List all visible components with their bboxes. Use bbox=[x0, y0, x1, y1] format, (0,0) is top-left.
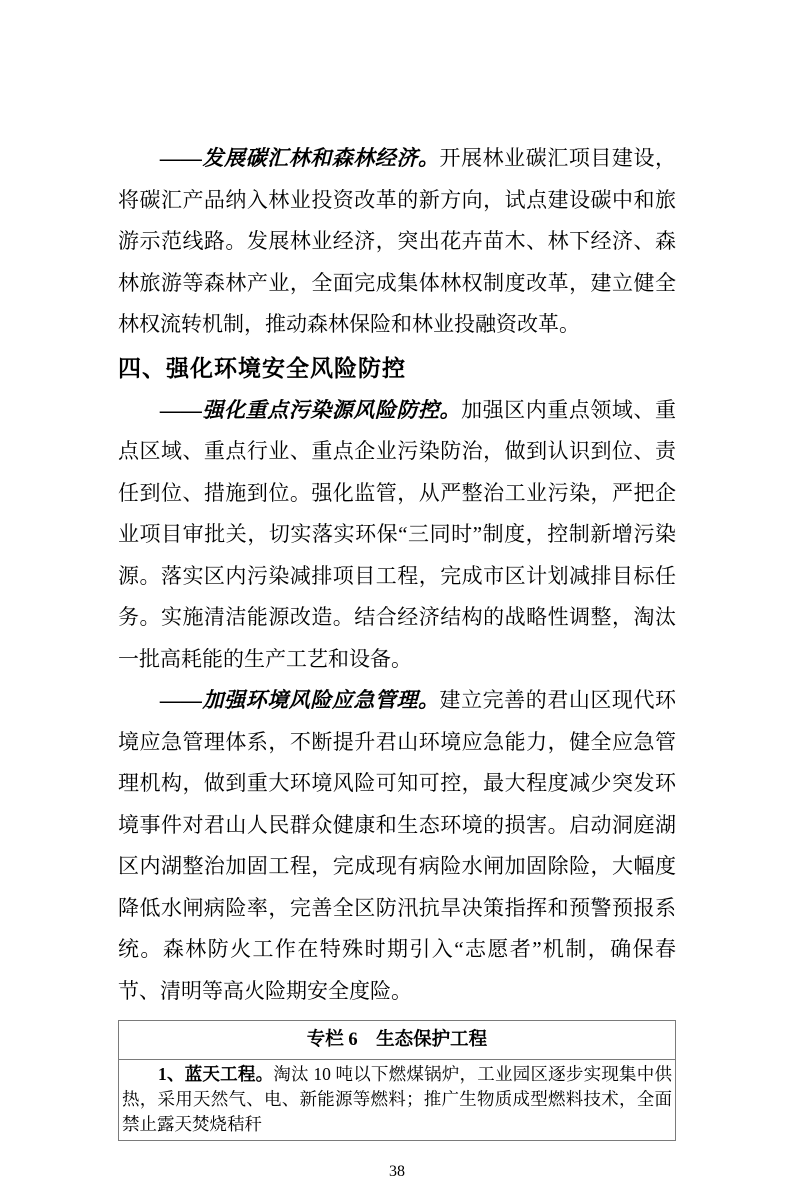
paragraph-text: 加强区内重点领域、重点区域、重点行业、重点企业污染防治，做到认识到位、责任到位、措施到位。强化监管，从严整治工业污染，严把企业项目审批关，切实落实环保“三同时”制度，控制新增污染源。落实区内污染减排项目工程，完成市区计划减排目标任务。实施清洁能源改造。结合经济结构的战略性调整，淘汰一批高耗能的生产工艺和设备。 bbox=[118, 397, 677, 671]
paragraph-lead: ——加强环境风险应急管理。 bbox=[160, 688, 440, 712]
column-box-item bbox=[119, 1060, 675, 1140]
paragraph-text: 建立完善的君山区现代环境应急管理体系，不断提升君山环境应急能力，健全应急管理机构，做到重大环境风险可知可控，最大程度减少突发环境事件对君山人民群众健康和生态环境的损害。启动洞庭湖区内湖整治加固工程，完成现有病险水闸加固除险，大幅度降低水闸病险率，完善全区防汛抗旱决策指挥和预警预报系统。森林防火工作在特殊时期引入“志愿者”机制，确保春节、清明等高火险期安全度险。 bbox=[118, 688, 677, 1003]
column-box-ecological-protection bbox=[118, 1020, 676, 1141]
box-item-lead: 1、蓝天工程。 bbox=[158, 1064, 274, 1084]
column-box-title: 专栏 6 生态保护工程 bbox=[119, 1021, 675, 1060]
page-number: 38 bbox=[389, 1163, 405, 1180]
paragraph-pollution-source-control bbox=[118, 390, 676, 681]
section-heading-risk-prevention: 四、强化环境安全风险防控 bbox=[118, 354, 406, 381]
paragraph-lead: ——发展碳汇林和森林经济。 bbox=[160, 146, 440, 170]
box-item-text: 淘汰 10 吨以下燃煤锅炉，工业园区逐步实现集中供热，采用天然气、电、新能源等燃料；推广生物质成型燃料技术，全面禁止露天焚烧秸秆 bbox=[122, 1064, 673, 1134]
paragraph-text: 开展林业碳汇项目建设，将碳汇产品纳入林业投资改革的新方向，试点建设碳中和旅游示范线路。发展林业经济，突出花卉苗木、林下经济、森林旅游等森林产业，全面完成集体林权制度改革，建立健全林权流转机制，推动森林保险和林业投融资改革。 bbox=[118, 146, 677, 336]
paragraph-lead: ——强化重点污染源风险防控。 bbox=[160, 397, 462, 422]
document-body bbox=[118, 138, 676, 1181]
paragraph-emergency-management bbox=[118, 680, 676, 1012]
paragraph-carbon-forest-economy bbox=[118, 138, 676, 346]
